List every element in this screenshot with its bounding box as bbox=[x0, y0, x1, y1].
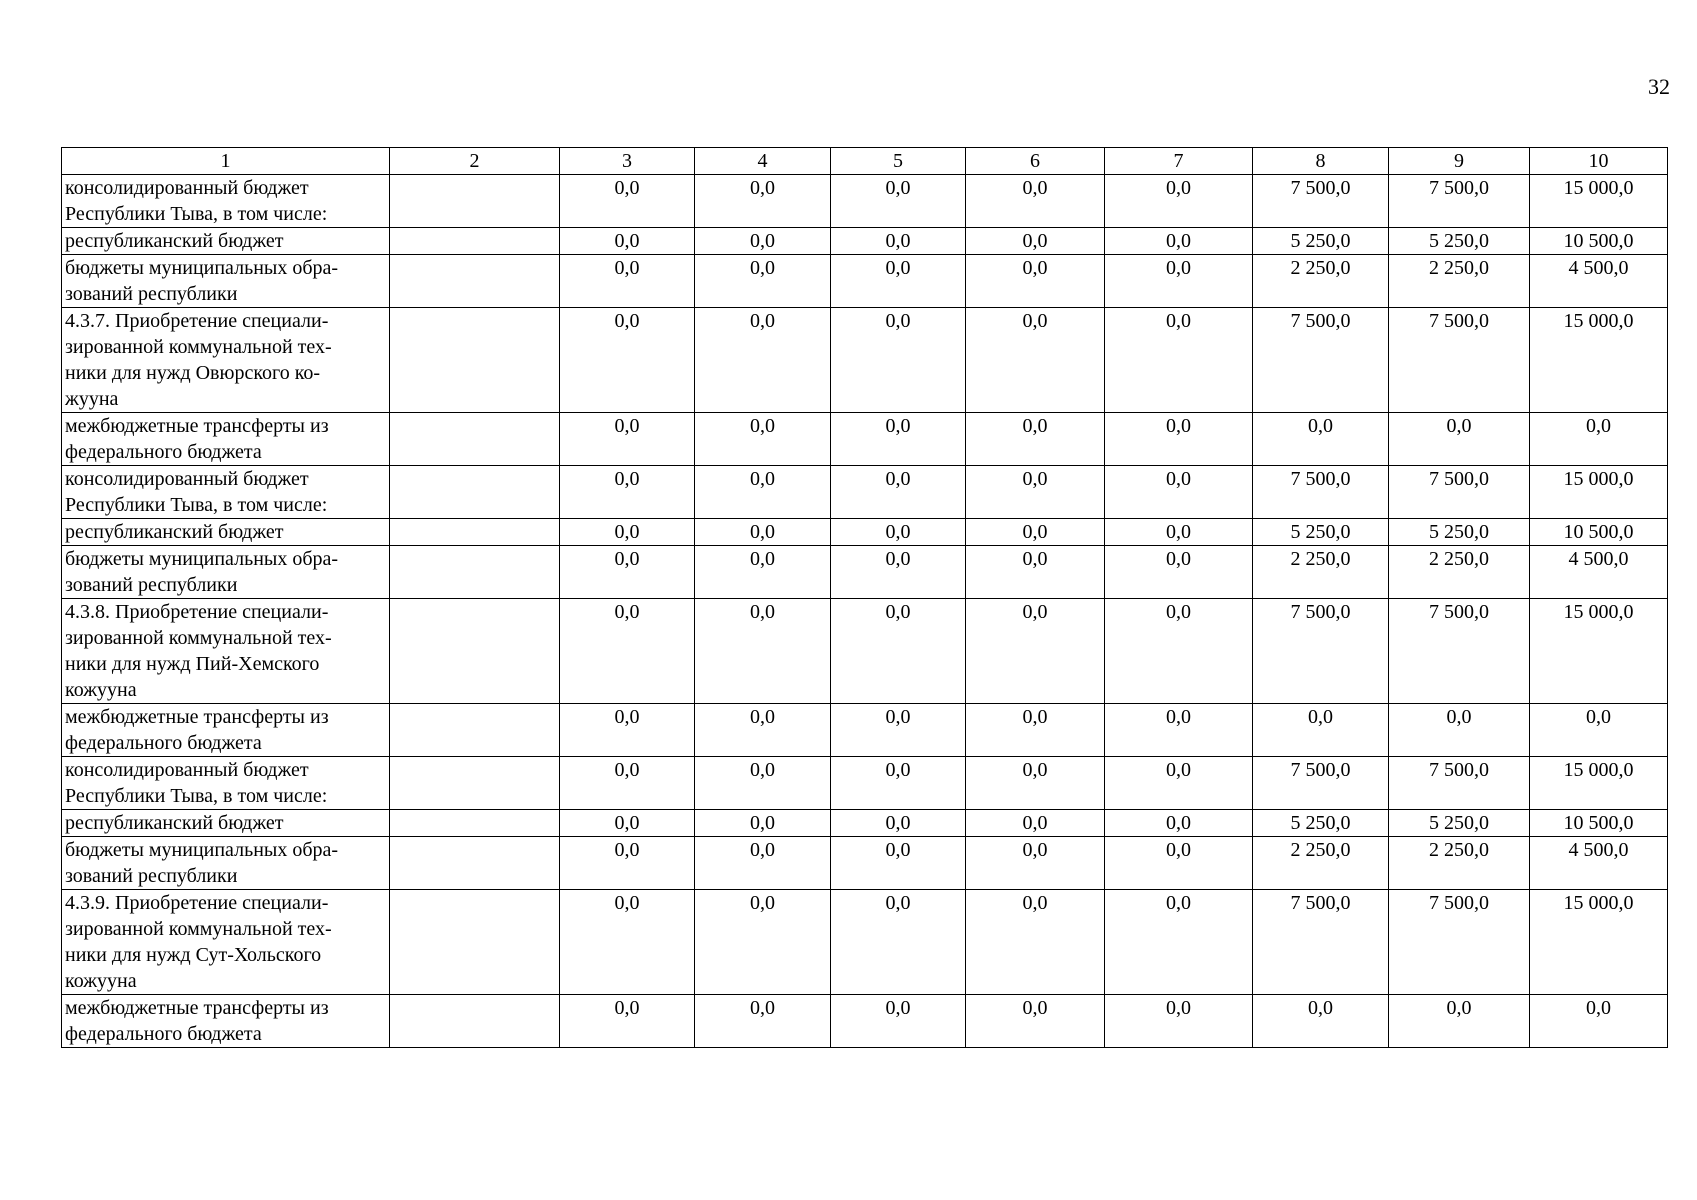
table-row bbox=[62, 413, 1668, 466]
cell-value: 0,0 bbox=[560, 837, 695, 890]
cell-value: 0,0 bbox=[966, 466, 1105, 519]
row-label: консолидированный бюджет Республики Тыва, в том числе: bbox=[62, 466, 390, 519]
row-label: республиканский бюджет bbox=[62, 810, 390, 837]
cell-value: 0,0 bbox=[966, 308, 1105, 413]
cell-value: 0,0 bbox=[695, 599, 831, 704]
cell-value: 0,0 bbox=[831, 837, 966, 890]
cell-value: 0,0 bbox=[1530, 995, 1668, 1048]
cell-value: 2 250,0 bbox=[1253, 546, 1389, 599]
cell-col-2 bbox=[390, 599, 560, 704]
cell-value: 15 000,0 bbox=[1530, 890, 1668, 995]
cell-col-2 bbox=[390, 810, 560, 837]
row-label: республиканский бюджет bbox=[62, 228, 390, 255]
row-label: консолидированный бюджет Республики Тыва, в том числе: bbox=[62, 757, 390, 810]
cell-col-2 bbox=[390, 228, 560, 255]
cell-col-2 bbox=[390, 255, 560, 308]
column-header: 5 bbox=[831, 148, 966, 175]
cell-value: 0,0 bbox=[1105, 995, 1253, 1048]
table-row bbox=[62, 308, 1668, 413]
cell-value: 0,0 bbox=[966, 995, 1105, 1048]
cell-value: 0,0 bbox=[1105, 255, 1253, 308]
cell-col-2 bbox=[390, 466, 560, 519]
cell-value: 15 000,0 bbox=[1530, 757, 1668, 810]
cell-value: 7 500,0 bbox=[1253, 599, 1389, 704]
budget-table bbox=[61, 147, 1668, 1048]
column-header: 3 bbox=[560, 148, 695, 175]
cell-value: 0,0 bbox=[560, 890, 695, 995]
table-row bbox=[62, 599, 1668, 704]
table-row bbox=[62, 466, 1668, 519]
cell-value: 0,0 bbox=[831, 228, 966, 255]
cell-value: 0,0 bbox=[831, 255, 966, 308]
column-header: 9 bbox=[1389, 148, 1530, 175]
cell-value: 15 000,0 bbox=[1530, 599, 1668, 704]
cell-value: 10 500,0 bbox=[1530, 810, 1668, 837]
row-label: межбюджетные трансферты из федерального бюджета bbox=[62, 704, 390, 757]
cell-col-2 bbox=[390, 546, 560, 599]
row-label: межбюджетные трансферты из федерального бюджета bbox=[62, 413, 390, 466]
cell-value: 0,0 bbox=[1105, 519, 1253, 546]
cell-value: 0,0 bbox=[560, 704, 695, 757]
cell-value: 7 500,0 bbox=[1389, 599, 1530, 704]
cell-value: 0,0 bbox=[560, 599, 695, 704]
cell-value: 5 250,0 bbox=[1253, 228, 1389, 255]
cell-value: 2 250,0 bbox=[1253, 837, 1389, 890]
table-row bbox=[62, 837, 1668, 890]
cell-value: 0,0 bbox=[560, 413, 695, 466]
cell-value: 7 500,0 bbox=[1253, 890, 1389, 995]
page-number: 32 bbox=[1648, 74, 1670, 99]
cell-value: 0,0 bbox=[966, 255, 1105, 308]
cell-value: 0,0 bbox=[1389, 704, 1530, 757]
cell-value: 7 500,0 bbox=[1253, 308, 1389, 413]
cell-value: 7 500,0 bbox=[1389, 175, 1530, 228]
cell-value: 0,0 bbox=[1105, 704, 1253, 757]
column-header: 2 bbox=[390, 148, 560, 175]
column-header: 4 bbox=[695, 148, 831, 175]
cell-value: 0,0 bbox=[1530, 413, 1668, 466]
row-label: консолидированный бюджет Республики Тыва, в том числе: bbox=[62, 175, 390, 228]
cell-value: 0,0 bbox=[831, 175, 966, 228]
cell-value: 2 250,0 bbox=[1389, 546, 1530, 599]
column-header: 1 bbox=[62, 148, 390, 175]
cell-value: 0,0 bbox=[695, 757, 831, 810]
cell-value: 0,0 bbox=[831, 413, 966, 466]
cell-value: 0,0 bbox=[560, 757, 695, 810]
cell-value: 0,0 bbox=[560, 255, 695, 308]
cell-value: 15 000,0 bbox=[1530, 175, 1668, 228]
cell-value: 5 250,0 bbox=[1253, 810, 1389, 837]
cell-col-2 bbox=[390, 308, 560, 413]
cell-value: 0,0 bbox=[1105, 599, 1253, 704]
cell-value: 15 000,0 bbox=[1530, 308, 1668, 413]
cell-value: 0,0 bbox=[831, 308, 966, 413]
cell-value: 0,0 bbox=[695, 175, 831, 228]
cell-value: 0,0 bbox=[560, 995, 695, 1048]
cell-value: 0,0 bbox=[560, 810, 695, 837]
table-row bbox=[62, 175, 1668, 228]
cell-value: 0,0 bbox=[966, 413, 1105, 466]
cell-col-2 bbox=[390, 757, 560, 810]
cell-value: 7 500,0 bbox=[1389, 757, 1530, 810]
cell-value: 5 250,0 bbox=[1253, 519, 1389, 546]
row-label: бюджеты муниципальных обра- зований республики bbox=[62, 255, 390, 308]
cell-value: 0,0 bbox=[831, 599, 966, 704]
cell-value: 2 250,0 bbox=[1389, 255, 1530, 308]
cell-value: 0,0 bbox=[1389, 413, 1530, 466]
cell-value: 5 250,0 bbox=[1389, 810, 1530, 837]
cell-value: 7 500,0 bbox=[1389, 466, 1530, 519]
table-row bbox=[62, 890, 1668, 995]
cell-value: 0,0 bbox=[695, 413, 831, 466]
cell-value: 10 500,0 bbox=[1530, 228, 1668, 255]
cell-value: 0,0 bbox=[1105, 757, 1253, 810]
cell-value: 0,0 bbox=[966, 837, 1105, 890]
cell-value: 4 500,0 bbox=[1530, 546, 1668, 599]
cell-value: 2 250,0 bbox=[1253, 255, 1389, 308]
cell-value: 0,0 bbox=[966, 519, 1105, 546]
cell-col-2 bbox=[390, 704, 560, 757]
cell-value: 0,0 bbox=[831, 466, 966, 519]
cell-col-2 bbox=[390, 413, 560, 466]
table-row bbox=[62, 757, 1668, 810]
cell-value: 0,0 bbox=[831, 546, 966, 599]
row-label: республиканский бюджет bbox=[62, 519, 390, 546]
cell-col-2 bbox=[390, 519, 560, 546]
cell-value: 7 500,0 bbox=[1389, 890, 1530, 995]
row-label: 4.3.9. Приобретение специали- зированной коммунальной тех- ники для нужд Сут-Хольского кожууна bbox=[62, 890, 390, 995]
cell-value: 0,0 bbox=[966, 704, 1105, 757]
row-label: 4.3.7. Приобретение специали- зированной коммунальной тех- ники для нужд Овюрского ко- жууна bbox=[62, 308, 390, 413]
cell-value: 7 500,0 bbox=[1253, 757, 1389, 810]
cell-value: 0,0 bbox=[560, 466, 695, 519]
cell-value: 0,0 bbox=[695, 466, 831, 519]
column-header: 7 bbox=[1105, 148, 1253, 175]
cell-value: 0,0 bbox=[1253, 704, 1389, 757]
column-header: 8 bbox=[1253, 148, 1389, 175]
cell-value: 0,0 bbox=[695, 308, 831, 413]
cell-value: 0,0 bbox=[695, 995, 831, 1048]
cell-value: 0,0 bbox=[1105, 546, 1253, 599]
cell-col-2 bbox=[390, 175, 560, 228]
cell-value: 0,0 bbox=[831, 995, 966, 1048]
table-row bbox=[62, 228, 1668, 255]
cell-value: 5 250,0 bbox=[1389, 519, 1530, 546]
cell-value: 0,0 bbox=[560, 546, 695, 599]
cell-value: 0,0 bbox=[966, 228, 1105, 255]
cell-value: 0,0 bbox=[966, 599, 1105, 704]
cell-value: 0,0 bbox=[966, 890, 1105, 995]
cell-value: 0,0 bbox=[560, 519, 695, 546]
table-row bbox=[62, 255, 1668, 308]
cell-value: 0,0 bbox=[1253, 413, 1389, 466]
cell-value: 0,0 bbox=[831, 704, 966, 757]
cell-value: 0,0 bbox=[831, 890, 966, 995]
cell-col-2 bbox=[390, 995, 560, 1048]
cell-value: 0,0 bbox=[1105, 413, 1253, 466]
table-row bbox=[62, 995, 1668, 1048]
row-label: бюджеты муниципальных обра- зований республики bbox=[62, 546, 390, 599]
cell-value: 2 250,0 bbox=[1389, 837, 1530, 890]
cell-col-2 bbox=[390, 837, 560, 890]
cell-value: 0,0 bbox=[1105, 890, 1253, 995]
cell-value: 0,0 bbox=[1105, 837, 1253, 890]
cell-value: 0,0 bbox=[560, 228, 695, 255]
cell-value: 0,0 bbox=[695, 255, 831, 308]
cell-value: 0,0 bbox=[695, 810, 831, 837]
cell-value: 0,0 bbox=[560, 175, 695, 228]
column-header: 6 bbox=[966, 148, 1105, 175]
cell-value: 5 250,0 bbox=[1389, 228, 1530, 255]
cell-value: 0,0 bbox=[560, 308, 695, 413]
cell-col-2 bbox=[390, 890, 560, 995]
cell-value: 4 500,0 bbox=[1530, 255, 1668, 308]
cell-value: 0,0 bbox=[1105, 175, 1253, 228]
cell-value: 15 000,0 bbox=[1530, 466, 1668, 519]
cell-value: 10 500,0 bbox=[1530, 519, 1668, 546]
cell-value: 0,0 bbox=[966, 175, 1105, 228]
cell-value: 0,0 bbox=[1105, 308, 1253, 413]
cell-value: 7 500,0 bbox=[1253, 175, 1389, 228]
table-body bbox=[62, 175, 1668, 1048]
table-row bbox=[62, 810, 1668, 837]
cell-value: 0,0 bbox=[1105, 466, 1253, 519]
cell-value: 0,0 bbox=[1105, 228, 1253, 255]
cell-value: 0,0 bbox=[695, 519, 831, 546]
cell-value: 0,0 bbox=[695, 837, 831, 890]
cell-value: 0,0 bbox=[1530, 704, 1668, 757]
cell-value: 4 500,0 bbox=[1530, 837, 1668, 890]
cell-value: 0,0 bbox=[695, 546, 831, 599]
cell-value: 0,0 bbox=[695, 228, 831, 255]
row-label: 4.3.8. Приобретение специали- зированной коммунальной тех- ники для нужд Пий-Хемского кожууна bbox=[62, 599, 390, 704]
table-row bbox=[62, 704, 1668, 757]
cell-value: 0,0 bbox=[966, 757, 1105, 810]
cell-value: 0,0 bbox=[1389, 995, 1530, 1048]
column-header: 10 bbox=[1530, 148, 1668, 175]
cell-value: 0,0 bbox=[1253, 995, 1389, 1048]
cell-value: 0,0 bbox=[966, 546, 1105, 599]
table-row bbox=[62, 546, 1668, 599]
cell-value: 0,0 bbox=[831, 757, 966, 810]
cell-value: 0,0 bbox=[831, 519, 966, 546]
cell-value: 7 500,0 bbox=[1389, 308, 1530, 413]
table-row bbox=[62, 519, 1668, 546]
row-label: бюджеты муниципальных обра- зований республики bbox=[62, 837, 390, 890]
cell-value: 7 500,0 bbox=[1253, 466, 1389, 519]
cell-value: 0,0 bbox=[695, 704, 831, 757]
cell-value: 0,0 bbox=[695, 890, 831, 995]
row-label: межбюджетные трансферты из федерального бюджета bbox=[62, 995, 390, 1048]
cell-value: 0,0 bbox=[1105, 810, 1253, 837]
cell-value: 0,0 bbox=[831, 810, 966, 837]
header-row bbox=[62, 148, 1668, 175]
cell-value: 0,0 bbox=[966, 810, 1105, 837]
